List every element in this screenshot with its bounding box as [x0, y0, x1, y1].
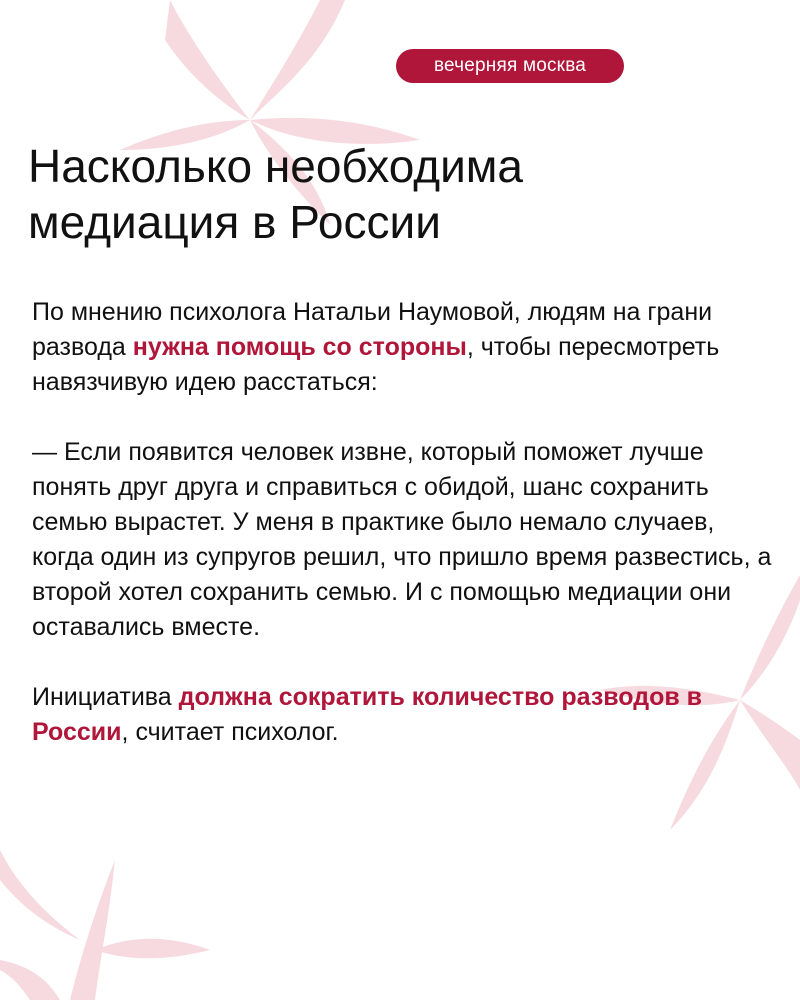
flower-petal-icon [0, 850, 210, 1000]
quote-text: — Если появится человек извне, который поможет лучше понять друг друга и справиться с обидой, шанс сохранить семью вырастет. У меня в практике было немало случаев, когда один из супругов решил, что пришло время развестись, а второй хотел сохранить семью. И с помощью медиации они оставались вместе. [32, 438, 772, 641]
paragraph-intro-before: По мнению психолога Натальи Наумовой, людям на грани развода [32, 298, 713, 361]
page-title [28, 138, 748, 250]
highlight-outside-help: нужна помощь со стороны [132, 333, 467, 361]
paragraph-conclusion-before: Инициатива [32, 683, 179, 711]
paragraph-conclusion-after: , считает психолог. [121, 718, 339, 746]
brand-badge [396, 49, 624, 83]
brand-label: вечерняя москва [433, 55, 587, 76]
paragraph-intro [32, 295, 772, 400]
paragraph-quote [32, 435, 772, 645]
title-line-2: медиация в России [28, 196, 441, 248]
paragraph-intro-after: , чтобы пересмотреть навязчивую идею расстаться: [32, 333, 720, 396]
title-line-1: Насколько необходима [28, 140, 524, 192]
article-body [32, 295, 772, 750]
paragraph-conclusion [32, 680, 772, 750]
highlight-reduce-divorces: должна сократить количество разводов в России [32, 683, 703, 746]
